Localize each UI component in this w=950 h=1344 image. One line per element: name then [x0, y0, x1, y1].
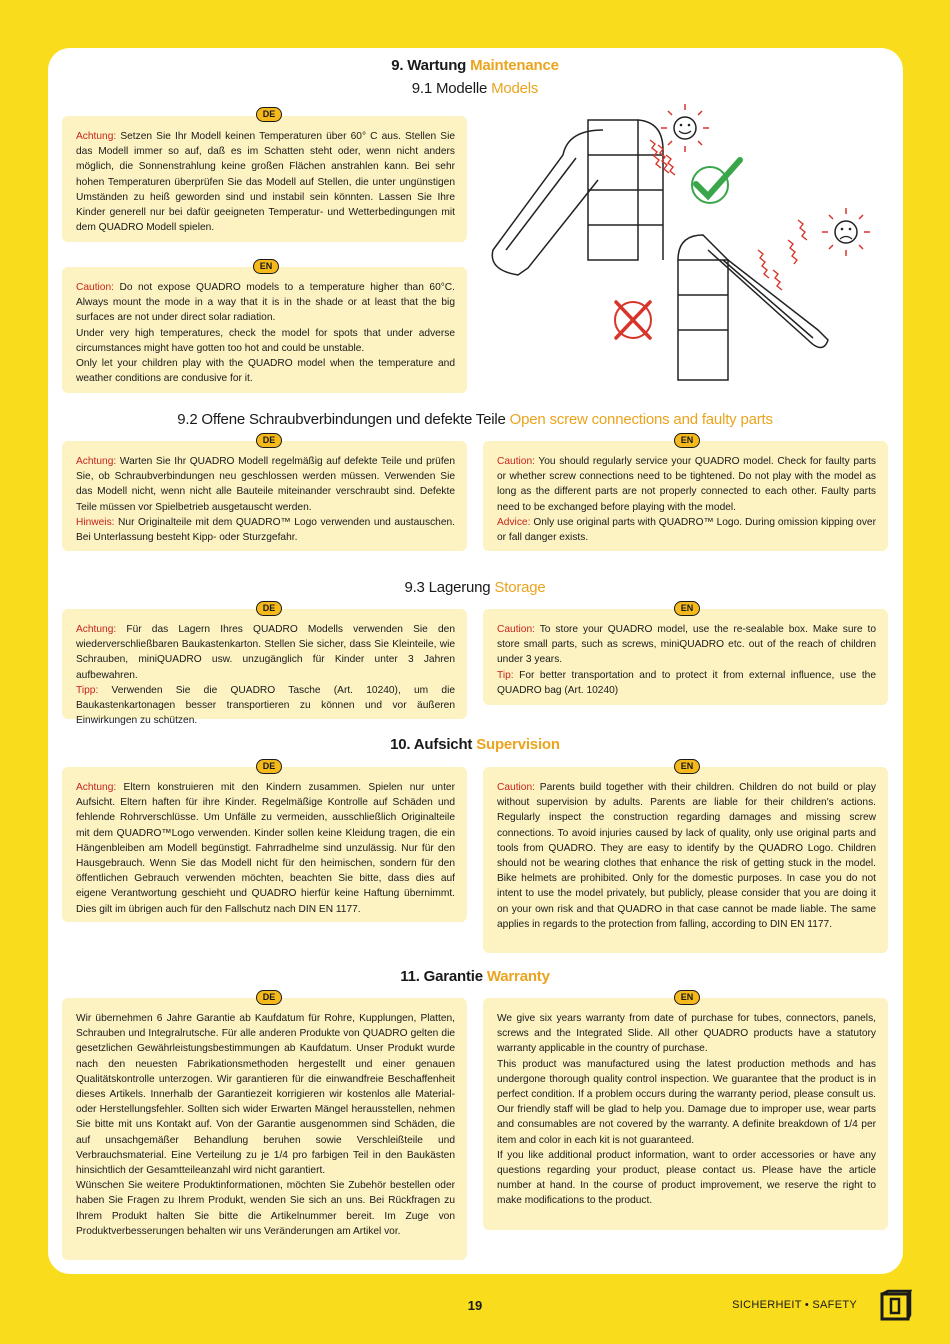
cross-icon	[615, 302, 651, 338]
de-badge: DE	[256, 990, 282, 1005]
section-heading-9-1: 9.1 Modelle Models	[411, 80, 539, 97]
quadro-logo-icon	[879, 1289, 913, 1323]
de-box-storage: Achtung: Für das Lagern Ihres QUADRO Modells verwenden Sie den wiederverschließbaren Baukastenkarton. Stellen Sie sicher, dass Sie Kleinteile, wie Schrauben, miniQUADRO usw. unzugänglich für Kinder unter 3 Jahren aufbewahren. Tipp: Verwenden Sie die QUADRO Tasche (Art. 10240), um die Baukastenkartonagen besser transportieren zu können und vor äußeren Einwirkungen zu schützen.	[62, 609, 467, 719]
en-badge: EN	[674, 601, 700, 616]
section-heading-9-3: 9.3 Lagerung Storage	[404, 579, 546, 596]
footer-section-label: SICHERHEIT • SAFETY	[732, 1299, 857, 1311]
sun-sad-icon	[822, 208, 870, 256]
section-heading-11: 11. Garantie Warranty	[400, 968, 550, 985]
en-box-screws: Caution: You should regularly service your QUADRO model. Check for faulty parts or whether screw connections need to be tightened. Do not play with the model as long as the different parts are not properly connected to each other. Faulty parts need to be exchanged before playing with the model. Advice: Only use original parts with QUADRO™ Logo. During omission kipping over or fall danger exists.	[483, 441, 888, 551]
checkmark-icon	[692, 160, 740, 203]
good-tower-drawing	[492, 120, 663, 275]
en-badge: EN	[674, 990, 700, 1005]
de-box-screws: Achtung: Warten Sie Ihr QUADRO Modell regelmäßig auf defekte Teile und prüfen Sie, ob Schraubverbindungen neu geschlossen werden müssen. Verwenden Sie das Modell nicht, wenn nicht alle Bauteile miteinander verschraubt sind. Defekte Teile müssen vor Spielbetrieb ausgetauscht werden. Hinweis: Nur Originalteile mit dem QUADRO™ Logo verwenden und austauschen. Bei Unterlassung besteht Kipp- oder Sturzgefahr.	[62, 441, 467, 551]
de-box-supervision: Achtung: Eltern konstruieren mit den Kindern zusammen. Spielen nur unter Aufsicht. Eltern haften für ihre Kinder. Regelmäßige Kontrolle auf Schäden und fehlende Rohrverschlüsse. Um Unfälle zu vermeiden, ausschließlich Originalteile mit dem QUADRO™Logo verwenden. Kinder sollen keine Kleidung tragen, die ein Hängenbleiben am Modell begünstigt. Fahrradhelme sind unzulässig. Nur für den Hausgebrauch. Wenn Sie das Modell nicht für den heimischen, sondern für den öffentlichen Gebrauch verwenden möchten, beachten Sie bitte, dass dies auf eigene Verantwortung geschieht und QUADRO hierfür keine Haftung übernimmt. Dies gilt im übrigen auch für den Fallschutz nach DIN EN 1177.	[62, 767, 467, 922]
en-box-supervision: Caution: Parents build together with their children. Children do not build or play without supervision by adults. Parents are liable for their children's actions. Regularly inspect the construction regarding damages and missing screw connections. To avoid injuries caused by lack of quality, only use original parts and tools from QUADRO. They are easy to identify by the QUADRO Logo. Children should not be wearing clothes that enhance the risk of getting stuck in the model. Bike helmets are prohibited. Only for the domestic purposes. In case you do not intent to use the model privately, but publicly, please consider that you are doing it on your own risk and that QUADRO in that case cannot be made liable. The same applies in regards to the protection from falling, according to DIN EN 1177.	[483, 767, 888, 953]
section-heading-9-2: 9.2 Offene Schraubverbindungen und defekte Teile Open screw connections and faulty parts	[177, 411, 773, 428]
de-box-warranty: Wir übernehmen 6 Jahre Garantie ab Kaufdatum für Rohre, Kupplungen, Platten, Schrauben und Integralrutsche. Für alle anderen Produkte von QUADRO gelten die gesetzlichen Gewährleistungsbestimmungen ab Kaufdatum. Unser Produkt wurde nach den neuesten Fabrikationsmethoden hergestellt und einer genauen Qualitätskontrolle unterzogen. Wir garantieren für die einwandfreie Beschaffenheit dieses Artikels. Innerhalb der Garantiezeit korrigieren wir kostenlos alle Material- oder Herstellungsfehler. Sollten sich wider Erwarten Mängel herausstellen, nehmen Sie bitte mit uns Kontakt auf. Von der Garantie ausgenommen sind Schäden, die auf unsachgemäßer Behandlung beruhen sowie Verschleißteile und Verbrauchsmaterial. Eine Verteilung zu je 1/4 pro farbigen Teil in den Baukästen hinsichtlich der Gesamtteileanzahl wird nicht garantiert. Wünschen Sie weitere Produktinformationen, möchten Sie Zubehör bestellen oder haben Sie Fragen zu Ihrem Produkt, wenden Sie sich an uns. Bei Rückfragen zu Ihrem Produkt halten Sie bitte die Artikelnummer bereit. Im Zuge von Produktverbesserungen behalten wir uns Veränderungen am Artikel vor.	[62, 998, 467, 1260]
en-badge: EN	[674, 759, 700, 774]
de-badge: DE	[256, 433, 282, 448]
de-badge: DE	[256, 759, 282, 774]
en-box-models: Caution: Do not expose QUADRO models to a temperature higher than 60°C. Always mount the mode in a way that it is in the shade or at least that the big surfaces are not under direct solar radiation. Under very high temperatures, check the model for spots that under adverse circumstances might have gotten too hot and could be unstable. Only let your children play with the QUADRO model when the temperature and weather conditions are condusive for it.	[62, 267, 467, 393]
caution-label: Achtung:	[76, 131, 117, 142]
sun-happy-icon	[661, 104, 709, 152]
de-badge: DE	[256, 107, 282, 122]
en-badge: EN	[674, 433, 700, 448]
slide-tower-illustration	[478, 100, 878, 400]
en-box-warranty: We give six years warranty from date of purchase for tubes, connectors, panels, screws and the Integrated Slide. All other QUADRO products have a statutory warranty applicable in the country of purchase. This product was manufactured using the latest production methods and has undergone thorough quality control inspection. We guarantee that the product is in perfect condition. If a problem occurs during the warranty period, please consult us. Our friendly staff will be glad to help you. Damage due to improper use, wear parts and consumables are not covered by the warranty. A definite breakdown of 1/4 per item and color in each kit is not guaranteed. If you like additional product information, want to order accessories or have any questions regarding your product, please contact us. Please have the article number at hand. In the course of product improvement, we reserve the right to make modifications to the product.	[483, 998, 888, 1230]
de-badge: DE	[256, 601, 282, 616]
en-box-storage: Caution: To store your QUADRO model, use the re-sealable box. Make sure to store small parts, such as screws, miniQUADRO etc. out of the reach of children under 3 years. Tip: For better transportation and to protect it from external influence, use the QUADRO bag (Art. 10240)	[483, 609, 888, 705]
de-box-models: Achtung: Setzen Sie Ihr Modell keinen Temperaturen über 60° C aus. Stellen Sie das Modell immer so auf, daß es im Schatten steht oder, wenn nicht anders möglich, die Sonnenstrahlung keine großen Flächen anstrahlen kann. Bei sehr hohen Temperaturen überprüfen Sie das Modell auf Stellen, die unter ungünstigen Umständen zu heiß geworden sind und instabil sein könnten. Lassen Sie Ihre Kinder generell nur bei dafür geeigneten Temperatur- und Wetterbedingungen mit dem QUADRO Modell spielen.	[62, 116, 467, 242]
en-badge: EN	[253, 259, 279, 274]
section-heading-10: 10. Aufsicht Supervision	[390, 736, 560, 753]
caution-label: Caution:	[76, 282, 114, 293]
heat-waves-bad	[758, 220, 807, 290]
bad-tower-drawing	[678, 235, 828, 380]
page-number: 19	[467, 1298, 483, 1313]
section-heading-9: 9. Wartung Maintenance	[391, 57, 559, 74]
